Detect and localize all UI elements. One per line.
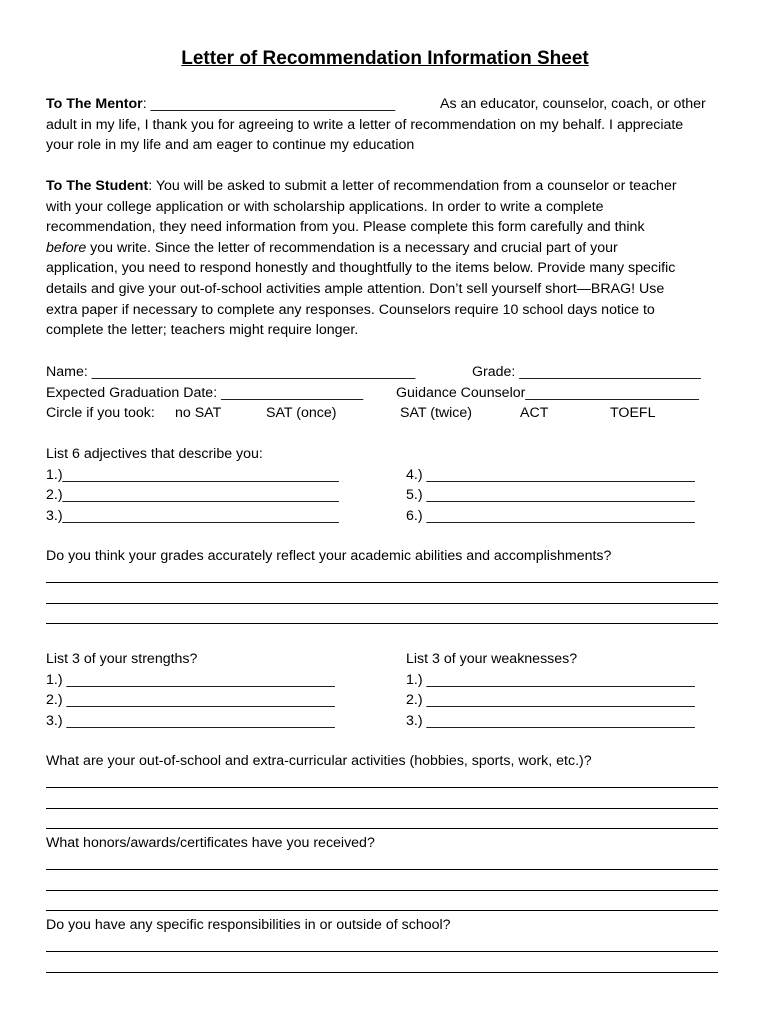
adjective-field-1[interactable]: 1.)___________________________________ (46, 466, 339, 483)
test-option-toefl[interactable]: TOEFL (610, 405, 656, 422)
test-option-no-sat[interactable]: no SAT (175, 405, 222, 422)
guidance-counselor-field[interactable]: Guidance Counselor______________________ (396, 384, 699, 401)
honors-answer-line-1[interactable] (46, 869, 718, 870)
student-line-7: extra paper if necessary to complete any responses. Counselors require 10 school days notice to (46, 301, 655, 318)
page-title: Letter of Recommendation Information Sheet (181, 48, 589, 69)
mentor-line-1 (46, 94, 395, 115)
test-option-sat-twice[interactable]: SAT (twice) (400, 405, 472, 422)
student-line-4-text: you write. Since the letter of recommendation is a necessary and crucial part of your (86, 239, 618, 256)
mentor-name-blank[interactable]: : _______________________________ (142, 96, 396, 112)
student-line-6: details and give your out-of-school activities ample attention. Don’t sell yourself short—BRAG! Use (46, 281, 665, 297)
student-label: To The Student (46, 178, 149, 194)
strengths-prompt: List 3 of your strengths? (46, 651, 198, 667)
mentor-line-1-tail: As an educator, counselor, coach, or other (440, 96, 706, 112)
activities-question: What are your out-of-school and extra-curricular activities (hobbies, sports, work, etc.)? (46, 753, 592, 769)
adjective-field-3[interactable]: 3.)___________________________________ (46, 507, 339, 524)
responsibilities-answer-line-2[interactable] (46, 972, 718, 973)
honors-question: What honors/awards/certificates have you received? (46, 835, 375, 851)
test-circle-label: Circle if you took: (46, 405, 155, 422)
name-field[interactable]: Name: _________________________________________ (46, 364, 416, 380)
student-line-1 (46, 176, 677, 197)
strength-field-3[interactable]: 3.) __________________________________ (46, 712, 335, 729)
honors-answer-line-3[interactable] (46, 910, 718, 911)
student-line-3: recommendation, they need information from you. Please complete this form carefully and think (46, 219, 645, 236)
weakness-field-3[interactable]: 3.) __________________________________ (406, 712, 695, 729)
adjectives-prompt: List 6 adjectives that describe you: (46, 446, 263, 462)
grades-answer-line-2[interactable] (46, 603, 718, 604)
activities-answer-line-1[interactable] (46, 787, 718, 788)
adjective-field-4[interactable]: 4.) __________________________________ (406, 466, 695, 483)
test-option-sat-once[interactable]: SAT (once) (266, 405, 337, 422)
student-line-1-text: : You will be asked to submit a letter of recommendation from a counselor or teacher (148, 178, 677, 194)
graduation-date-field[interactable]: Expected Graduation Date: __________________ (46, 384, 364, 401)
student-line-4 (46, 238, 618, 259)
student-line-2: with your college application or with scholarship applications. In order to write a complete (46, 198, 604, 215)
responsibilities-question: Do you have any specific responsibilities in or outside of school? (46, 917, 451, 933)
activities-answer-line-3[interactable] (46, 828, 718, 829)
strength-field-2[interactable]: 2.) __________________________________ (46, 692, 335, 709)
student-line-5: application, you need to respond honestly and thoughtfully to the items below. Provide many specific (46, 260, 676, 277)
adjective-field-5[interactable]: 5.) __________________________________ (406, 487, 695, 504)
mentor-line-2: adult in my life, I thank you for agreeing to write a letter of recommendation on my behalf. I appreciate (46, 116, 684, 133)
weakness-field-1[interactable]: 1.) __________________________________ (406, 671, 695, 688)
student-emphasis: before (46, 239, 87, 256)
test-option-act[interactable]: ACT (520, 405, 549, 422)
strength-field-1[interactable]: 1.) __________________________________ (46, 671, 335, 688)
mentor-line-3: your role in my life and am eager to continue my education (46, 137, 415, 154)
grades-answer-line-3[interactable] (46, 623, 718, 624)
grade-field[interactable]: Grade: _______________________ (472, 364, 701, 380)
activities-answer-line-2[interactable] (46, 808, 718, 809)
mentor-label: To The Mentor (46, 96, 143, 112)
grades-question: Do you think your grades accurately reflect your academic abilities and accomplishments? (46, 548, 612, 564)
weaknesses-prompt: List 3 of your weaknesses? (406, 651, 578, 667)
honors-answer-line-2[interactable] (46, 890, 718, 891)
student-line-8: complete the letter; teachers might require longer. (46, 322, 359, 339)
adjective-field-2[interactable]: 2.)___________________________________ (46, 487, 339, 504)
responsibilities-answer-line-1[interactable] (46, 951, 718, 952)
grades-answer-line-1[interactable] (46, 582, 718, 583)
adjective-field-6[interactable]: 6.) __________________________________ (406, 507, 695, 524)
weakness-field-2[interactable]: 2.) __________________________________ (406, 692, 695, 709)
